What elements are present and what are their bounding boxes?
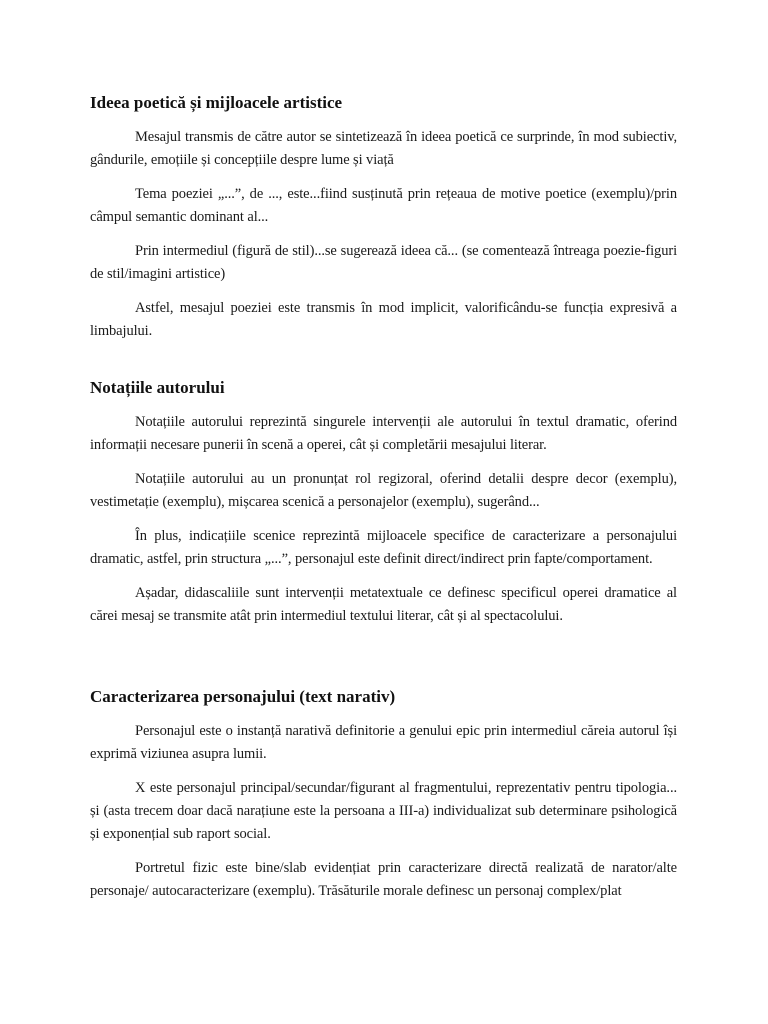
paragraph: Prin intermediul (figură de stil)...se sugerează ideea că... (se comentează întreaga poezie-figuri de stil/imagini artistice) <box>90 243 677 282</box>
section-notatiile-autorului <box>90 378 677 628</box>
paragraph: Personajul este o instanță narativă definitorie a genului epic prin intermediul căreia autorul își exprimă viziunea asupra lumii. <box>90 723 677 762</box>
paragraph: Tema poeziei „...”, de ..., este...fiind susținută prin rețeaua de motive poetice (exemplu)/prin câmpul semantic dominant al... <box>90 186 677 225</box>
section-heading: Ideea poetică și mijloacele artistice <box>90 93 343 112</box>
paragraph: Mesajul transmis de către autor se sintetizează în ideea poetică ce surprinde, în mod subiectiv, gândurile, emoțiile și concepțiile despre lume și viață <box>90 129 677 168</box>
paragraph: Așadar, didascaliile sunt intervenții metatextuale ce definesc specificul operei dramatice al cărei mesaj se transmite atât prin intermediul textului literar, cât și al spectacolului. <box>90 585 677 624</box>
paragraph: Notațiile autorului reprezintă singurele intervenții ale autorului în textul dramatic, oferind informații necesare punerii în scenă a operei, cât și completării mesajului literar. <box>90 414 677 453</box>
section-caracterizarea-personajului <box>90 687 677 903</box>
paragraph: Notațiile autorului au un pronunțat rol regizoral, oferind detalii despre decor (exemplu), vestimetație (exemplu), mișcarea scenică a personajelor (exemplu), sugerând... <box>90 471 677 510</box>
paragraph: Portretul fizic este bine/slab evidențiat prin caracterizare directă realizată de narator/alte personaje/ autocaracterizare (exemplu). Trăsăturile morale definesc un personaj complex/plat <box>90 860 677 899</box>
paragraph: X este personajul principal/secundar/figurant al fragmentului, reprezentativ pentru tipologia... și (asta trecem doar dacă narațiune este la persoana a III-a) individualizat sub determinare psihologică și exponențial sub raport social. <box>90 780 677 842</box>
paragraph: Astfel, mesajul poeziei este transmis în mod implicit, valorificându-se funcția expresivă a limbajului. <box>90 300 677 339</box>
section-heading: Caracterizarea personajului (text narativ) <box>90 687 396 706</box>
paragraph: În plus, indicațiile scenice reprezintă mijloacele specifice de caracterizare a personajului dramatic, astfel, prin structura „...”, personajul este definit direct/indirect prin fapte/comportament. <box>90 528 677 567</box>
section-ideea-poetica <box>90 93 677 343</box>
section-heading: Notațiile autorului <box>90 378 225 397</box>
